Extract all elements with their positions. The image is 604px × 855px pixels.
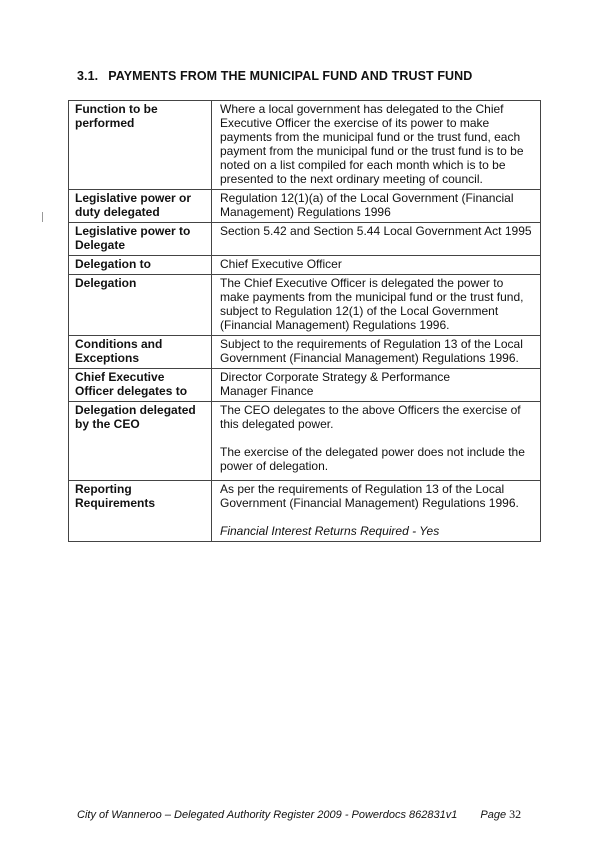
section-title: PAYMENTS FROM THE MUNICIPAL FUND AND TRUST FUND: [108, 69, 473, 83]
row-paragraph: Chief Executive Officer: [220, 257, 342, 271]
row-paragraph: The Chief Executive Officer is delegated the power to make payments from the municipal fund or the trust fund, subject to Regulation 12(1) of the Local Government (Financial Management) Regulations 1996.: [220, 276, 524, 332]
row-paragraph: Subject to the requirements of Regulation 13 of the Local Government (Financial Management) Regulations 1996.: [220, 337, 523, 365]
page-number-block: [480, 807, 521, 821]
row-line: Manager Finance: [220, 384, 314, 398]
table-row: [69, 275, 541, 336]
row-paragraph: The exercise of the delegated power does not include the power of delegation.: [220, 445, 525, 473]
row-line: Director Corporate Strategy & Performance: [220, 370, 451, 384]
row-label: Delegation to: [69, 256, 212, 275]
row-paragraph: The CEO delegates to the above Officers the exercise of this delegated power.: [220, 403, 521, 431]
footer-text: City of Wanneroo – Delegated Authority Register 2009 - Powerdocs 862831v1: [77, 809, 458, 821]
row-value: [212, 402, 541, 481]
section-number: 3.1.: [77, 69, 99, 83]
row-value: [212, 369, 541, 402]
row-label: Legislative power or duty delegated: [69, 190, 212, 223]
delegation-table: [68, 100, 541, 542]
row-paragraph: As per the requirements of Regulation 13 of the Local Government (Financial Management) Regulations 1996.: [220, 482, 519, 510]
table-row: [69, 369, 541, 402]
table-row: [69, 223, 541, 256]
row-label: Delegation delegated by the CEO: [69, 402, 212, 481]
row-value: [212, 256, 541, 275]
table-row: [69, 256, 541, 275]
row-label: Legislative power to Delegate: [69, 223, 212, 256]
row-value: [212, 336, 541, 369]
row-value: [212, 190, 541, 223]
page-number: 32: [509, 807, 522, 821]
row-value: [212, 275, 541, 336]
row-label: Conditions and Exceptions: [69, 336, 212, 369]
table-row: [69, 481, 541, 542]
margin-mark: [42, 212, 43, 222]
row-value: [212, 101, 541, 190]
table-row: [69, 101, 541, 190]
row-value: [212, 223, 541, 256]
row-label: Function to be performed: [69, 101, 212, 190]
row-paragraph: Section 5.42 and Section 5.44 Local Government Act 1995: [220, 224, 532, 238]
table-row: [69, 402, 541, 481]
row-label: Reporting Requirements: [69, 481, 212, 542]
row-paragraph: Where a local government has delegated to the Chief Executive Officer the exercise of its power to make payments from the municipal fund or the trust fund, each payment from the municipal fund or the trust fund is to be noted on a list compiled for each month which is to be presented to the next ordinary meeting of council.: [220, 102, 524, 186]
row-label: Chief Executive Officer delegates to: [69, 369, 212, 402]
row-paragraph: Regulation 12(1)(a) of the Local Government (Financial Management) Regulations 1996: [220, 191, 514, 219]
page-label: Page: [480, 809, 507, 821]
page-footer: [77, 807, 521, 822]
row-label: Delegation: [69, 275, 212, 336]
row-value: [212, 481, 541, 542]
table-row: [69, 190, 541, 223]
section-heading: [77, 69, 472, 83]
financial-interest-note: Financial Interest Returns Required - Yes: [220, 524, 440, 538]
table-row: [69, 336, 541, 369]
